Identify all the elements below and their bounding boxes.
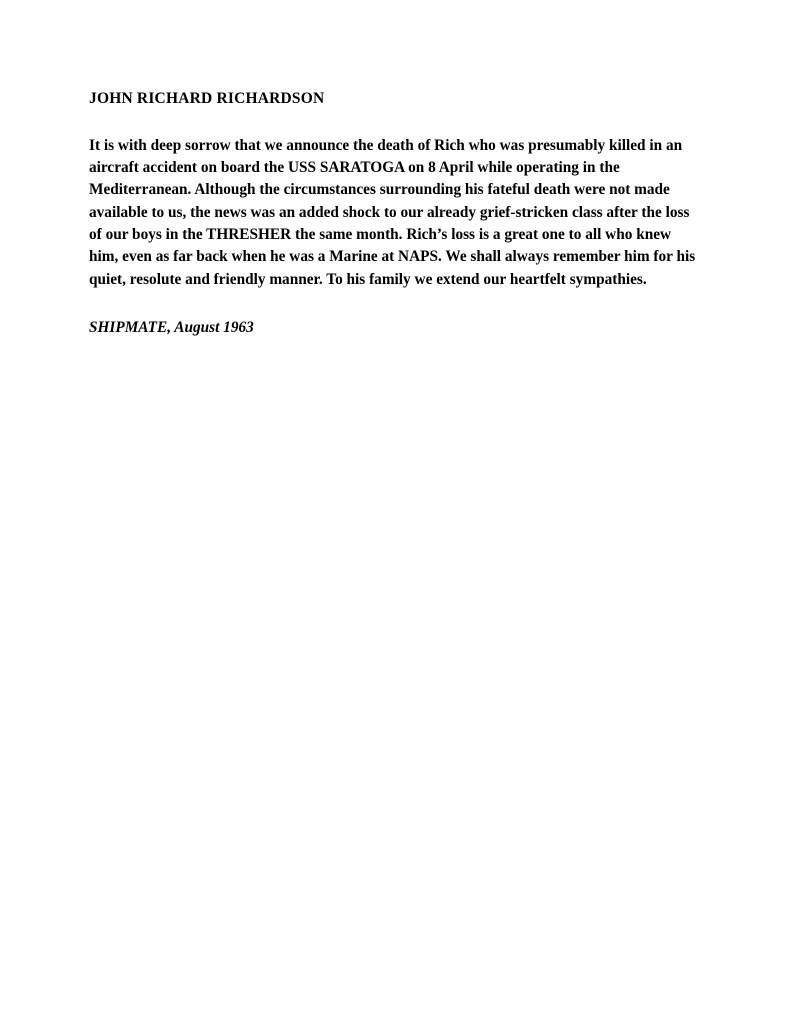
- page-title: JOHN RICHARD RICHARDSON: [89, 90, 325, 107]
- obituary-paragraph: It is with deep sorrow that we announce the death of Rich who was presumably killed in an aircraft accident on board the USS SARATOGA on 8 April while operating in the Mediterranean. Although the circumstances surrounding his fateful death were not made available to us, the news was an added shock to our already grief-stricken class after the loss of our boys in the THRESHER the same month. Rich’s loss is a great one to all who knew him, even as far back when he was a Marine at NAPS. We shall always remember him for his quiet, resolute and friendly manner. To his family we extend our heartfelt sympathies.: [89, 136, 696, 288]
- source-citation: SHIPMATE, August 1963: [89, 318, 254, 336]
- document-body: [89, 90, 701, 338]
